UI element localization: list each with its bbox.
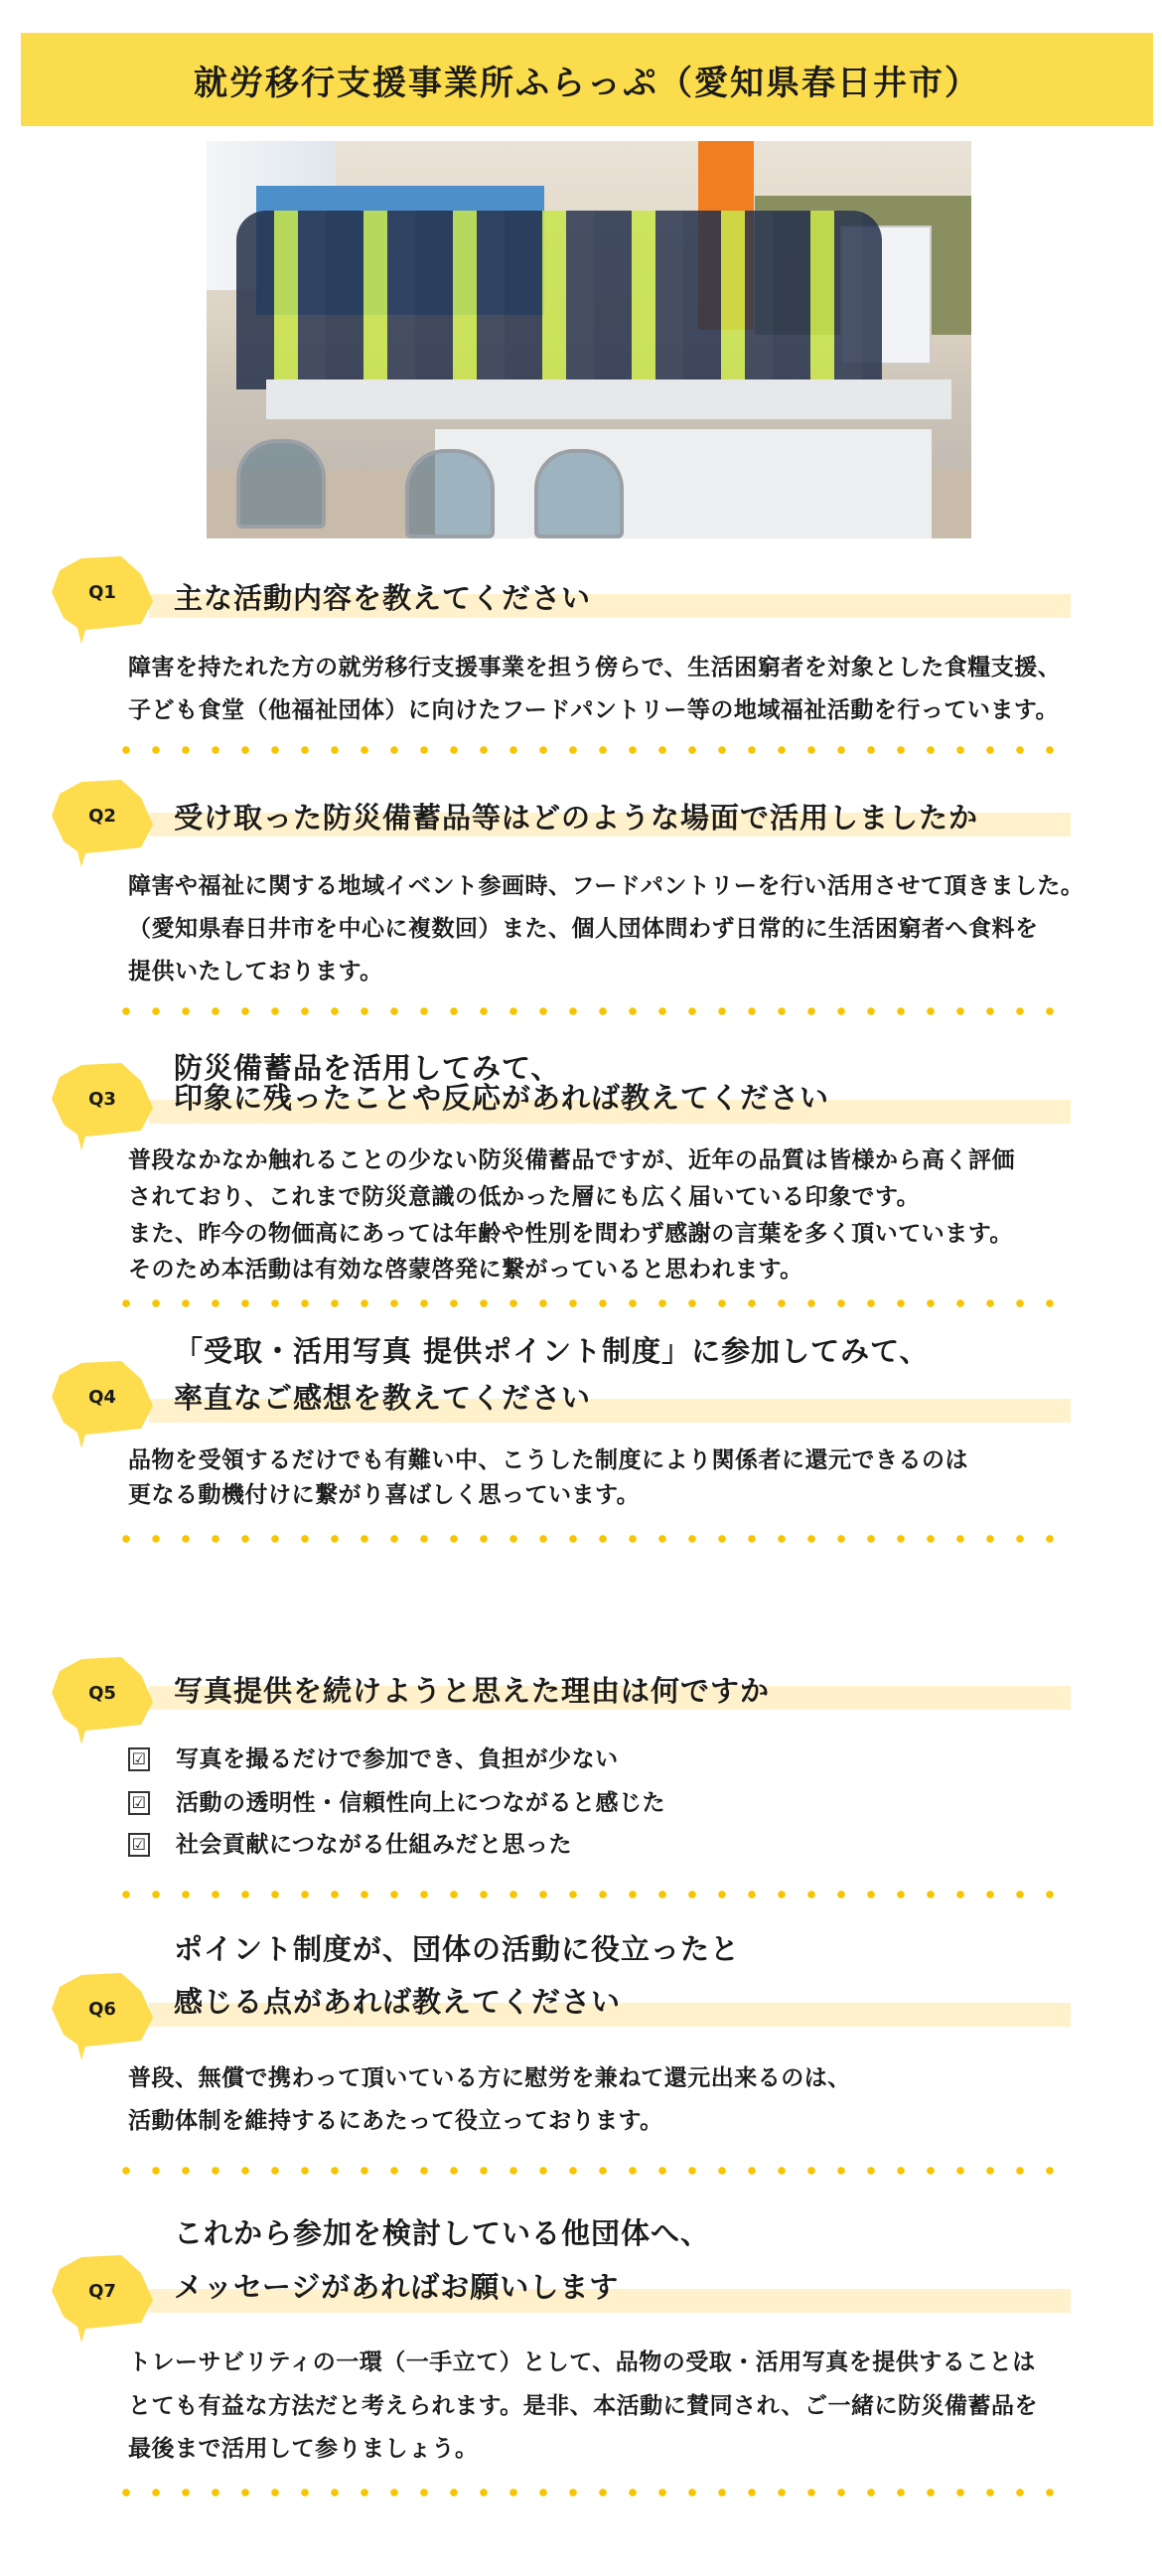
- badge-label: Q2: [88, 805, 116, 827]
- question-text: 率直なご感想を教えてください: [174, 1381, 592, 1415]
- answer-text: されており、これまで防災意識の低かった層にも広く届いている印象です。: [128, 1184, 921, 1210]
- question-badge: [52, 1361, 153, 1448]
- question-text: 「受取・活用写真 提供ポイント制度」に参加してみて、: [174, 1334, 930, 1368]
- checkbox-checked-icon: ☑: [128, 1747, 150, 1771]
- checklist-text: 社会貢献につながる仕組みだと思った: [176, 1832, 573, 1858]
- badge-label: Q1: [88, 581, 116, 603]
- answer-text: 子ども食堂（他福祉団体）に向けたフードパントリー等の地域福祉活動を行っています。: [128, 697, 1060, 723]
- answer-text: 障害や福祉に関する地域イベント参画時、フードパントリーを行い活用させて頂きました。: [128, 873, 1085, 899]
- photo-table: [266, 379, 951, 419]
- question-badge: [52, 2255, 153, 2343]
- photo-people: [236, 211, 882, 389]
- question-badge: [52, 556, 153, 644]
- dotted-divider: [111, 746, 1065, 754]
- question-badge: [52, 1657, 153, 1744]
- answer-text: 更なる動機付けに繋がり喜ばしく思っています。: [128, 1482, 641, 1508]
- answer-text: とても有益な方法だと考えられます。是非、本活動に賛同され、ご一緒に防災備蓄品を: [128, 2393, 1039, 2419]
- question-text: 主な活動内容を教えてください: [174, 581, 592, 615]
- answer-text: また、昨今の物価高にあっては年齢や性別を問わず感謝の言葉を多く頂いています。: [128, 1221, 1013, 1247]
- answer-text: 障害を持たれた方の就労移行支援事業を担う傍らで、生活困窮者を対象とした食糧支援、: [128, 655, 1062, 681]
- answer-text: 提供いたしております。: [128, 959, 383, 985]
- answer-text: 普段、無償で携わって頂いている方に慰労を兼ねて還元出来るのは、: [128, 2065, 851, 2091]
- photo-chair: [236, 439, 326, 529]
- group-photo: [207, 141, 971, 538]
- question-text: 受け取った防災備蓄品等はどのような場面で活用しましたか: [174, 801, 979, 834]
- dotted-divider: [111, 1299, 1065, 1307]
- answer-text: （愛知県春日井市を中心に複数回）また、個人団体問わず日常的に生活困窮者へ食料を: [128, 916, 1039, 942]
- dotted-divider: [111, 1007, 1065, 1015]
- question-text: 感じる点があれば教えてください: [174, 1985, 622, 2019]
- question-text: メッセージがあればお願いします: [174, 2270, 620, 2304]
- dotted-divider: [111, 2167, 1065, 2175]
- answer-text: 品物を受領するだけでも有難い中、こうした制度により関係者に還元できるのは: [128, 1447, 968, 1473]
- photo-table-front: [435, 429, 932, 538]
- question-badge: [52, 1063, 153, 1150]
- badge-label: Q5: [88, 1682, 116, 1704]
- checklist-text: 写真を撮るだけで参加でき、負担が少ない: [176, 1746, 619, 1772]
- answer-text: 普段なかなか触れることの少ない防災備蓄品ですが、近年の品質は皆様から高く評価: [128, 1147, 1015, 1173]
- checkbox-checked-icon: ☑: [128, 1833, 150, 1857]
- question-text: 写真提供を続けようと思えた理由は何ですか: [174, 1674, 771, 1708]
- checkbox-checked-icon: ☑: [128, 1791, 150, 1815]
- page-title: 就労移行支援事業所ふらっぷ（愛知県春日井市）: [194, 63, 980, 103]
- badge-label: Q4: [88, 1386, 116, 1408]
- dotted-divider: [111, 1891, 1065, 1898]
- photo-chair: [534, 449, 624, 538]
- answer-text: そのため本活動は有効な啓蒙啓発に繋がっていると思われます。: [128, 1257, 803, 1283]
- question-badge: [52, 1973, 153, 2060]
- checklist-item: [128, 1744, 619, 1774]
- dotted-divider: [111, 1535, 1065, 1543]
- badge-label: Q7: [88, 2280, 116, 2302]
- question-text: 印象に残ったことや反応があれば教えてください: [174, 1081, 830, 1115]
- question-text: 防災備蓄品を活用してみて、: [174, 1051, 561, 1085]
- checklist-item: [128, 1830, 572, 1860]
- photo-chair: [405, 449, 495, 538]
- question-badge: [52, 780, 153, 867]
- checklist-text: 活動の透明性・信頼性向上につながると感じた: [176, 1790, 666, 1816]
- answer-text: 活動体制を維持するにあたって役立っております。: [128, 2108, 663, 2134]
- checklist-item: [128, 1788, 665, 1818]
- answer-text: 最後まで活用して参りましょう。: [128, 2436, 479, 2462]
- question-text: ポイント制度が、団体の活動に役立ったと: [174, 1932, 741, 1966]
- badge-label: Q3: [88, 1088, 116, 1110]
- badge-label: Q6: [88, 1998, 116, 2020]
- dotted-divider: [111, 2489, 1065, 2497]
- answer-text: トレーサビリティの一環（一手立て）として、品物の受取・活用写真を提供することは: [128, 2349, 1036, 2375]
- title-bar: [21, 33, 1153, 126]
- question-text: これから参加を検討している他団体へ、: [174, 2216, 711, 2250]
